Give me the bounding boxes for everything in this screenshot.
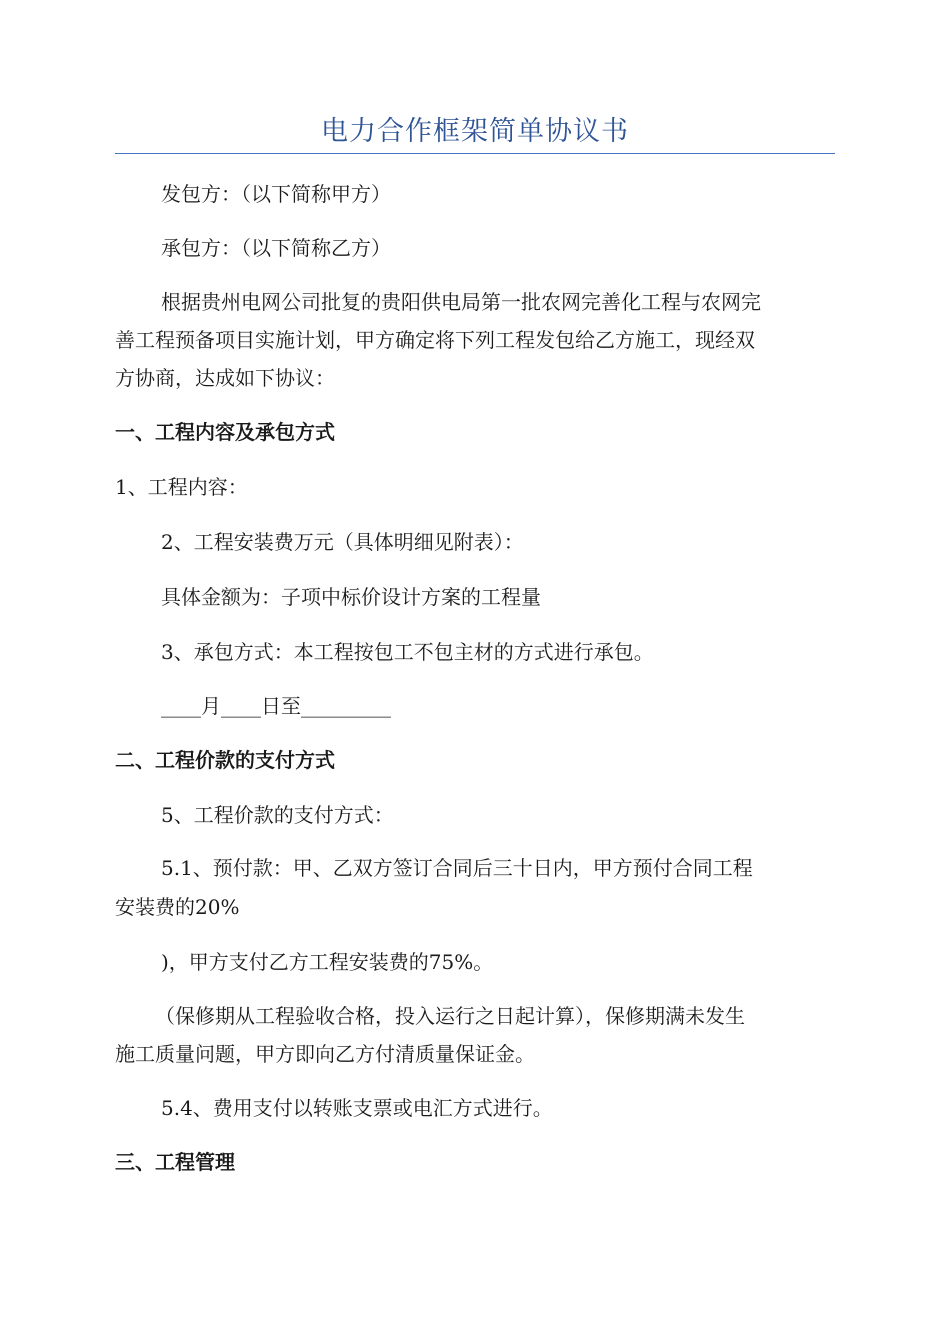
item-3-line: 3、承包方式：本工程按包工不包主材的方式进行承包。 bbox=[161, 640, 654, 664]
document-title: 电力合作框架简单协议书 bbox=[321, 116, 629, 147]
title-underline bbox=[115, 153, 835, 154]
item-1-line: 1、工程内容： bbox=[115, 475, 248, 499]
section-heading-1: 一、工程内容及承包方式 bbox=[115, 420, 335, 444]
warranty-line-1: （保修期从工程验收合格，投入运行之日起计算），保修期满未发生 bbox=[155, 1004, 745, 1028]
item-2-line: 2、工程安装费万元（具体明细见附表）： bbox=[161, 530, 524, 554]
party-b-line: 承包方：（以下简称乙方） bbox=[161, 236, 391, 260]
payment-75-line: )，甲方支付乙方工程安装费的75%。 bbox=[161, 950, 494, 974]
warranty-line-2: 施工质量问题，甲方即向乙方付清质量保证金。 bbox=[115, 1042, 535, 1066]
section-heading-2: 二、工程价款的支付方式 bbox=[115, 748, 335, 772]
item-5-4-line: 5.4、费用支付以转账支票或电汇方式进行。 bbox=[161, 1096, 553, 1120]
date-range-line: ____月____日至_________ bbox=[161, 694, 391, 718]
party-a-line: 发包方：（以下简称甲方） bbox=[161, 182, 391, 206]
amount-line: 具体金额为：子项中标价设计方案的工程量 bbox=[161, 585, 541, 609]
intro-paragraph-line-1: 根据贵州电网公司批复的贵阳供电局第一批农网完善化工程与农网完 bbox=[161, 290, 761, 314]
intro-paragraph-line-2: 善工程预备项目实施计划，甲方确定将下列工程发包给乙方施工，现经双 bbox=[115, 328, 755, 352]
intro-paragraph-line-3: 方协商，达成如下协议： bbox=[115, 366, 335, 390]
item-5-1-line-1: 5.1、预付款：甲、乙双方签订合同后三十日内，甲方预付合同工程 bbox=[161, 856, 753, 880]
item-5-1-line-2: 安装费的20% bbox=[115, 895, 240, 919]
item-5-line: 5、工程价款的支付方式： bbox=[161, 803, 394, 827]
section-heading-3: 三、工程管理 bbox=[115, 1150, 235, 1174]
